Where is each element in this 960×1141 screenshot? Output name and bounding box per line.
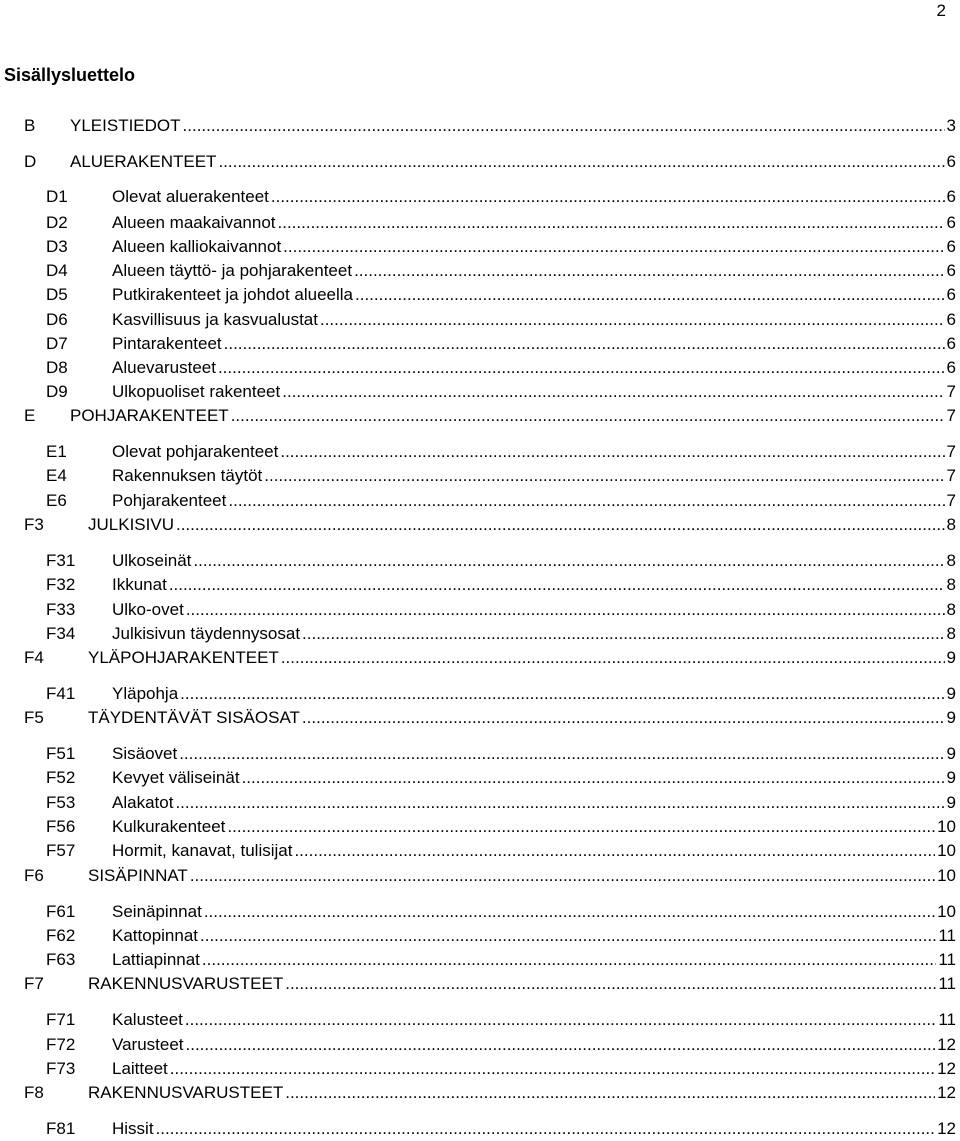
toc-entry-title: Lattiapinnat: [112, 948, 200, 972]
toc-entry[interactable]: [0, 513, 956, 537]
toc-heading: Sisällysluettelo: [4, 65, 136, 85]
toc-entry-page: 7: [946, 442, 956, 461]
dot-leader: [170, 1057, 935, 1081]
toc-entry-code: F5: [24, 708, 44, 727]
dot-leader: [285, 972, 936, 996]
dot-leader: [186, 1033, 936, 1057]
dot-leader: [156, 1117, 936, 1141]
toc-entry-title: Pohjarakenteet: [112, 489, 226, 513]
toc-entry[interactable]: [0, 1008, 956, 1032]
toc-entry-title: Kattopinnat: [112, 924, 198, 948]
toc-entry[interactable]: [0, 356, 956, 380]
toc-entry[interactable]: [0, 815, 956, 839]
toc-entry-page: 9: [946, 768, 956, 787]
toc-entry-code: D3: [46, 237, 68, 256]
toc-entry-code: D1: [46, 187, 68, 206]
toc-entry[interactable]: [0, 150, 956, 174]
dot-leader: [218, 356, 945, 380]
toc-entry-code: D7: [46, 334, 68, 353]
toc-entry-code: F51: [46, 744, 76, 763]
dot-leader: [283, 235, 944, 259]
toc-entry-page: 9: [946, 684, 956, 703]
toc-entry-page: 6: [946, 358, 956, 377]
toc-entry-page: 10: [937, 902, 956, 921]
toc-entry-page: 8: [946, 575, 956, 594]
toc-entry-page: 8: [946, 551, 956, 570]
toc-entry-code: E4: [46, 466, 67, 485]
toc-entry[interactable]: [0, 283, 956, 307]
toc-entry[interactable]: [0, 1081, 956, 1105]
toc-entry[interactable]: [0, 332, 956, 356]
toc-entry-title: Ikkunat: [112, 573, 167, 597]
toc-entry-code: D6: [46, 310, 68, 329]
toc-entry[interactable]: [0, 259, 956, 283]
toc-entry-code: F6: [24, 866, 44, 885]
toc-entry-title: JULKISIVU: [88, 513, 174, 537]
toc-entry-title: ALUERAKENTEET: [70, 150, 216, 174]
dot-leader: [175, 791, 944, 815]
toc-entry-code: E6: [46, 491, 67, 510]
toc-entry[interactable]: [0, 235, 956, 259]
toc-entry-code: F52: [46, 768, 76, 787]
dot-leader: [169, 573, 945, 597]
toc-entry-code: F7: [24, 974, 44, 993]
toc-entry[interactable]: [0, 1117, 956, 1141]
toc-entry[interactable]: [0, 380, 956, 404]
dot-leader: [218, 150, 944, 174]
toc-entry-code: F56: [46, 817, 76, 836]
toc-entry-title: YLÄPOHJARAKENTEET: [88, 646, 279, 670]
dot-leader: [294, 839, 935, 863]
dot-leader: [302, 706, 945, 730]
toc-entry-page: 10: [937, 866, 956, 885]
dot-leader: [271, 185, 945, 209]
toc-entry-code: D9: [46, 382, 68, 401]
dot-leader: [176, 513, 945, 537]
toc-entry-page: 7: [946, 466, 956, 485]
dot-leader: [190, 864, 935, 888]
toc-entry-page: 9: [946, 708, 956, 727]
toc-entry-code: F72: [46, 1035, 76, 1054]
toc-entry-title: Alueen täyttö- ja pohjarakenteet: [112, 259, 352, 283]
toc-entry-title: Kulkurakenteet: [112, 815, 225, 839]
toc-entry[interactable]: [0, 549, 956, 573]
toc-entry[interactable]: [0, 900, 956, 924]
dot-leader: [227, 815, 935, 839]
toc-entry-page: 7: [946, 406, 956, 425]
toc-entry-code: F31: [46, 551, 76, 570]
toc-entry-page: 9: [946, 793, 956, 812]
toc-entry-page: 6: [946, 187, 956, 206]
toc-entry-page: 7: [946, 382, 956, 401]
toc-entry[interactable]: [0, 839, 956, 863]
dot-leader: [193, 549, 944, 573]
toc-entry[interactable]: [0, 1033, 956, 1057]
toc-entry-page: 12: [937, 1035, 956, 1054]
toc-entry-title: SISÄPINNAT: [88, 864, 188, 888]
toc-entry-page: 12: [937, 1083, 956, 1102]
toc-entry-title: Alueen kalliokaivannot: [112, 235, 281, 259]
toc-entry-page: 12: [937, 1059, 956, 1078]
toc-entry-code: D2: [46, 213, 68, 232]
toc-entry-title: YLEISTIEDOT: [70, 114, 181, 138]
toc-entry-title: Kalusteet: [112, 1008, 183, 1032]
toc-entry-code: F71: [46, 1010, 76, 1029]
dot-leader: [224, 332, 945, 356]
toc-entry-title: Julkisivun täydennysosat: [112, 622, 300, 646]
toc-entry[interactable]: [0, 464, 956, 488]
dot-leader: [185, 1008, 936, 1032]
toc-entry-title: Alakatot: [112, 791, 173, 815]
toc-entry-page: 11: [938, 974, 956, 993]
toc-entry[interactable]: [0, 972, 956, 996]
toc-entry[interactable]: [0, 646, 956, 670]
dot-leader: [200, 924, 936, 948]
toc-entry[interactable]: [0, 791, 956, 815]
toc-entry-title: Hissit: [112, 1117, 154, 1141]
toc-entry-page: 11: [938, 1010, 956, 1029]
toc-entry-code: F63: [46, 950, 76, 969]
dot-leader: [186, 598, 945, 622]
toc-entry-page: 10: [937, 841, 956, 860]
toc-entry-title: POHJARAKENTEET: [70, 404, 229, 428]
toc-entry[interactable]: [0, 766, 956, 790]
toc-entry-page: 11: [938, 950, 956, 969]
toc-entry-title: RAKENNUSVARUSTEET: [88, 1081, 283, 1105]
dot-leader: [302, 622, 944, 646]
toc-entry-code: F34: [46, 624, 76, 643]
toc-entry-code: D: [24, 152, 37, 171]
toc-entry-code: D4: [46, 261, 68, 280]
toc-entry-title: Rakennuksen täytöt: [112, 464, 262, 488]
page-number: 2: [936, 1, 946, 20]
toc-entry[interactable]: [0, 948, 956, 972]
toc-entry-code: F8: [24, 1083, 44, 1102]
toc-entry-code: F53: [46, 793, 76, 812]
toc-entry-code: E1: [46, 442, 67, 461]
toc-entry-page: 8: [946, 624, 956, 643]
toc-entry[interactable]: [0, 598, 956, 622]
toc-entry-title: Seinäpinnat: [112, 900, 202, 924]
toc-entry[interactable]: [0, 308, 956, 332]
toc-entry-title: Kasvillisuus ja kasvualustat: [112, 308, 318, 332]
toc-entry-code: F32: [46, 575, 76, 594]
toc-entry-page: 6: [946, 152, 956, 171]
dot-leader: [242, 766, 945, 790]
toc-entry-page: 6: [946, 261, 956, 280]
toc-entry[interactable]: [0, 489, 956, 513]
toc-entry-code: F33: [46, 600, 76, 619]
toc-entry-title: Aluevarusteet: [112, 356, 216, 380]
toc-entry-title: Ulkopuoliset rakenteet: [112, 380, 280, 404]
dot-leader: [280, 440, 944, 464]
toc-entry-title: Hormit, kanavat, tulisijat: [112, 839, 292, 863]
toc-entry-title: Alueen maakaivannot: [112, 211, 276, 235]
toc-entry-code: F4: [24, 648, 44, 667]
dot-leader: [281, 646, 945, 670]
dot-leader: [183, 114, 945, 138]
dot-leader: [354, 259, 944, 283]
toc-entry-page: 9: [946, 648, 956, 667]
dot-leader: [282, 380, 944, 404]
toc-entry-title: Olevat aluerakenteet: [112, 185, 269, 209]
toc-entry-title: Ulko-ovet: [112, 598, 184, 622]
toc-entry-page: 3: [946, 116, 956, 135]
dot-leader: [179, 742, 944, 766]
dot-leader: [231, 404, 945, 428]
toc-entry-title: Varusteet: [112, 1033, 184, 1057]
toc-entry-title: Putkirakenteet ja johdot alueella: [112, 283, 353, 307]
toc-entry-code: D5: [46, 285, 68, 304]
toc-entry-code: F81: [46, 1119, 76, 1138]
dot-leader: [264, 464, 944, 488]
toc-entry[interactable]: [0, 573, 956, 597]
toc-entry[interactable]: [0, 924, 956, 948]
toc-entry[interactable]: [0, 622, 956, 646]
toc-entry-page: 10: [937, 817, 956, 836]
dot-leader: [278, 211, 945, 235]
toc-entry[interactable]: [0, 706, 956, 730]
dot-leader: [355, 283, 945, 307]
toc-entry-page: 9: [946, 744, 956, 763]
toc-entry-page: 6: [946, 237, 956, 256]
toc-entry-title: TÄYDENTÄVÄT SISÄOSAT: [88, 706, 300, 730]
toc-entry-page: 6: [946, 334, 956, 353]
toc-entry-page: 8: [946, 600, 956, 619]
dot-leader: [202, 948, 936, 972]
toc-entry[interactable]: [0, 404, 956, 428]
toc-entry-code: F73: [46, 1059, 76, 1078]
dot-leader: [180, 682, 944, 706]
toc-entry[interactable]: [0, 1057, 956, 1081]
toc-entry[interactable]: [0, 211, 956, 235]
toc-entry[interactable]: [0, 682, 956, 706]
toc-entry-page: 8: [946, 515, 956, 534]
toc-entry-title: Ulkoseinät: [112, 549, 191, 573]
toc-entry-title: Olevat pohjarakenteet: [112, 440, 278, 464]
toc-entry-title: Pintarakenteet: [112, 332, 222, 356]
toc-entry[interactable]: [0, 114, 956, 138]
dot-leader: [285, 1081, 935, 1105]
dot-leader: [320, 308, 945, 332]
toc-entry-page: 6: [946, 213, 956, 232]
toc-entry-page: 7: [946, 491, 956, 510]
toc-entry-code: E: [24, 406, 36, 425]
toc-entry-code: F41: [46, 684, 76, 703]
toc-entry-title: Kevyet väliseinät: [112, 766, 240, 790]
toc-entry-code: F61: [46, 902, 76, 921]
toc-entry[interactable]: [0, 440, 956, 464]
toc-entry-code: F57: [46, 841, 76, 860]
toc-entry-code: B: [24, 116, 36, 135]
toc-entry[interactable]: [0, 864, 956, 888]
toc-entry-code: D8: [46, 358, 68, 377]
toc-entry-page: 6: [946, 310, 956, 329]
toc-entry[interactable]: [0, 185, 956, 209]
toc-entry-code: F3: [24, 515, 44, 534]
toc-entry-page: 11: [938, 926, 956, 945]
dot-leader: [204, 900, 935, 924]
toc-entry-title: RAKENNUSVARUSTEET: [88, 972, 283, 996]
toc-entry-code: F62: [46, 926, 76, 945]
toc-entry-title: Yläpohja: [112, 682, 178, 706]
toc-entry[interactable]: [0, 742, 956, 766]
dot-leader: [228, 489, 944, 513]
toc-entry-page: 12: [937, 1119, 956, 1138]
toc-entry-title: Sisäovet: [112, 742, 177, 766]
toc-entry-title: Laitteet: [112, 1057, 168, 1081]
toc-entry-page: 6: [946, 285, 956, 304]
